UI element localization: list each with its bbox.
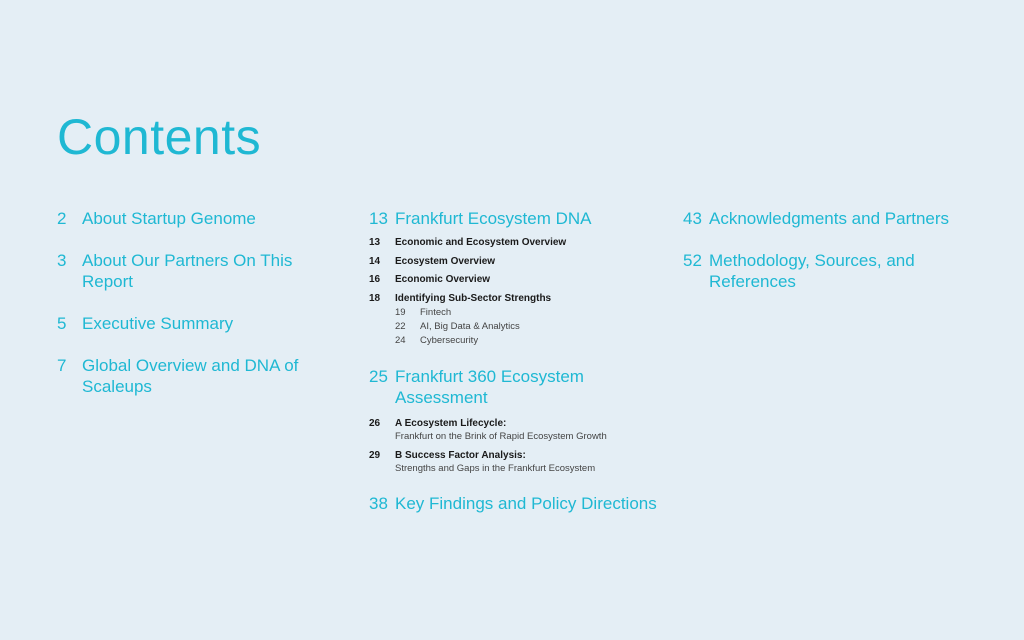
subentry-label: A Ecosystem Lifecycle:	[395, 417, 507, 429]
toc-subsubentry[interactable]	[369, 306, 669, 320]
subentry-label: Economic Overview	[395, 274, 491, 285]
subentry-description: Strengths and Gaps in the Frankfurt Ecosystem	[395, 462, 596, 474]
page-number: 29	[369, 449, 381, 461]
page-number: 2	[57, 209, 67, 228]
entry-label: Executive Summary	[82, 314, 234, 333]
toc-subentry[interactable]	[369, 273, 669, 286]
subentry-description: Frankfurt on the Brink of Rapid Ecosystem Growth	[395, 430, 607, 442]
toc-entry[interactable]	[683, 208, 983, 229]
toc-entry[interactable]	[369, 208, 669, 229]
toc-subentry[interactable]	[369, 417, 669, 430]
page-number: 16	[369, 274, 381, 285]
subsubentry-label: Cybersecurity	[420, 334, 479, 346]
contents-column-2	[369, 208, 669, 514]
toc-entry[interactable]	[369, 493, 669, 514]
entry-label: Frankfurt Ecosystem DNA	[395, 209, 592, 228]
subentry-label: B Success Factor Analysis:	[395, 449, 526, 461]
contents-column-1	[57, 208, 327, 418]
page-number: 43	[683, 209, 702, 228]
toc-subentry[interactable]	[369, 292, 669, 305]
toc-subentry[interactable]	[369, 255, 669, 268]
subsubentry-label: Fintech	[420, 306, 452, 318]
entry-label: Frankfurt 360 Ecosystem Assessment	[395, 366, 584, 407]
toc-entry[interactable]	[683, 250, 923, 292]
entry-label: Key Findings and Policy Directions	[395, 493, 657, 513]
page-number: 14	[369, 255, 381, 267]
page-number: 13	[369, 209, 388, 228]
toc-entry[interactable]	[57, 250, 327, 292]
toc-subentry[interactable]	[369, 449, 669, 462]
toc-entry[interactable]	[57, 313, 327, 334]
page-number: 26	[369, 417, 381, 429]
toc-entry[interactable]	[57, 355, 327, 397]
subsubentry-label: AI, Big Data & Analytics	[420, 320, 520, 332]
page-number: 19	[395, 306, 406, 318]
entry-label: About Our Partners On This Report	[82, 251, 293, 291]
page-number: 13	[369, 237, 381, 248]
subentry-label: Economic and Ecosystem Overview	[395, 237, 567, 248]
contents-column-3	[683, 208, 983, 313]
subentry-label: Ecosystem Overview	[395, 255, 496, 267]
page-number: 18	[369, 292, 381, 304]
subentry-label: Identifying Sub-Sector Strengths	[395, 292, 552, 304]
page-number: 24	[395, 334, 406, 346]
entry-label: Methodology, Sources, and References	[709, 251, 915, 291]
toc-subsubentry[interactable]	[369, 320, 669, 334]
entry-label: Global Overview and DNA of Scaleups	[82, 356, 299, 396]
page-number: 22	[395, 320, 406, 332]
page-title: Contents	[57, 109, 262, 165]
page-number: 5	[57, 314, 67, 333]
page-number: 25	[369, 366, 388, 386]
page-number: 52	[683, 251, 702, 270]
entry-label: About Startup Genome	[82, 209, 256, 228]
toc-subsubentry[interactable]	[369, 334, 669, 348]
page-number: 38	[369, 493, 388, 513]
toc-entry[interactable]	[369, 366, 669, 408]
page-number: 7	[57, 356, 67, 375]
toc-entry[interactable]	[57, 208, 327, 229]
page-number: 3	[57, 251, 67, 270]
toc-subentry[interactable]	[369, 236, 669, 249]
entry-label: Acknowledgments and Partners	[709, 209, 950, 228]
